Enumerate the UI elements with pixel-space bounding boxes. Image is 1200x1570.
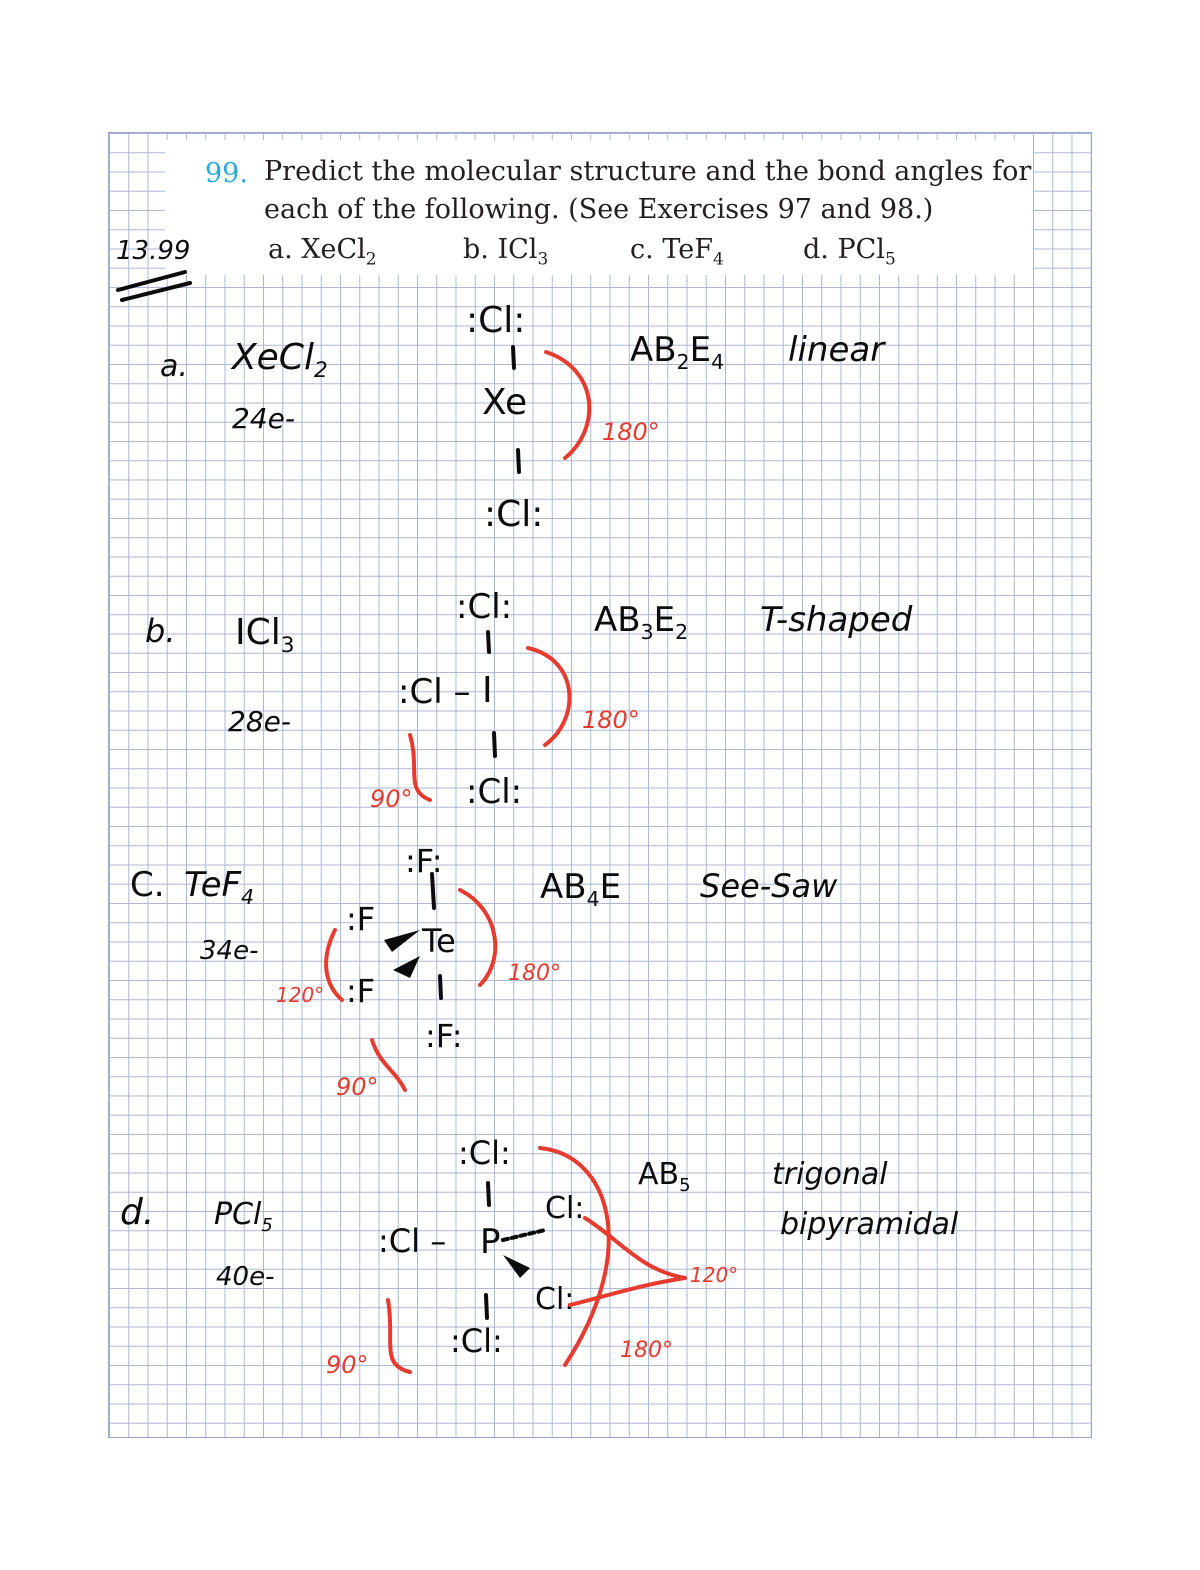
xecl2-bottom-cl: :Cl: xyxy=(484,494,544,535)
answer-c-electrons: 34e- xyxy=(200,936,259,966)
answer-c-angle-120: 120° xyxy=(276,983,325,1007)
answer-b-electrons: 28e- xyxy=(228,705,291,738)
answer-a-label: a. xyxy=(160,349,188,384)
pcl5-hashed-wedge xyxy=(503,1230,545,1240)
tef4-90-arc xyxy=(372,1040,405,1090)
tef4-120-arc xyxy=(326,930,342,1000)
pcl5-central-p: P xyxy=(480,1222,501,1262)
pcl5-120-arc-bottom xyxy=(570,1278,685,1305)
red-angle-arrows xyxy=(326,352,685,1372)
icl3-bottom-bond xyxy=(494,733,495,756)
tef4-top-f: :F: xyxy=(405,842,443,880)
pcl5-solid-wedge xyxy=(503,1255,530,1278)
black-strokes xyxy=(118,272,545,1318)
xecl2-top-bond xyxy=(513,347,514,368)
question-text-line1: Predict the molecular structure and the bond angles for xyxy=(264,156,1032,187)
icl3-top-cl: :Cl: xyxy=(456,587,513,627)
icl3-left-cl: :Cl – xyxy=(398,672,471,712)
tef4-lower-wedge xyxy=(393,956,420,978)
answer-d-angle-90: 90° xyxy=(326,1351,369,1379)
pcl5-left-cl: :Cl – xyxy=(378,1222,447,1260)
answer-d-label: d. xyxy=(120,1192,155,1233)
solid-wedges xyxy=(384,930,530,1278)
answer-a-vsepr-class: $AB_2E_4$ xyxy=(630,330,725,374)
question-part-c: c. TeF$_4$ xyxy=(630,234,724,270)
answer-d-formula: PCl$_5$ xyxy=(214,1197,273,1236)
pcl5-top-cl: :Cl: xyxy=(458,1134,511,1172)
xecl2-180-arc xyxy=(546,352,589,458)
pcl5-bottom-cl: :Cl: xyxy=(450,1322,503,1360)
pcl5-right-bottom-cl: Cl: xyxy=(535,1282,575,1317)
icl3-central-i: I xyxy=(482,670,493,711)
pcl5-top-bond xyxy=(488,1183,489,1205)
icl3-bottom-cl: :Cl: xyxy=(466,772,523,812)
question-part-d: d. PCl$_5$ xyxy=(803,234,896,270)
answer-c-label: C. xyxy=(130,865,165,905)
question-part-b: b. ICl$_3$ xyxy=(463,234,549,270)
tef4-top-bond xyxy=(432,874,434,908)
answer-a-shape: linear xyxy=(788,330,885,370)
icl3-180-arc xyxy=(528,648,569,745)
answer-c-shape: See-Saw xyxy=(700,867,838,905)
margin-note: 13.99 xyxy=(116,236,191,266)
answer-b-angle-90: 90° xyxy=(370,785,413,813)
answer-d-shape-line1: trigonal xyxy=(772,1157,888,1192)
pcl5-120-arc-top xyxy=(585,1218,685,1278)
answer-d-vsepr-class: $AB_5$ xyxy=(638,1157,691,1196)
answer-d-angle-180: 180° xyxy=(620,1338,673,1363)
answer-d-angle-120: 120° xyxy=(690,1263,739,1287)
answer-b-formula: ICl$_3$ xyxy=(235,612,295,659)
answer-a-formula: XeCl$_2$ xyxy=(232,337,328,384)
tef4-central-te: Te xyxy=(422,922,456,960)
answer-a-angle-180: 180° xyxy=(602,418,660,446)
question-part-a: a. XeCl$_2$ xyxy=(268,234,377,270)
tef4-left-bottom-f: :F xyxy=(346,972,376,1010)
icl3-top-bond xyxy=(488,632,489,652)
tef4-bottom-f: :F: xyxy=(425,1017,463,1055)
pcl5-180-arc xyxy=(540,1148,609,1365)
answer-c-angle-180: 180° xyxy=(508,961,561,986)
answer-d-shape-line2: bipyramidal xyxy=(780,1207,959,1242)
xecl2-bottom-bond xyxy=(518,450,519,472)
pcl5-bottom-bond xyxy=(486,1295,487,1318)
answer-b-vsepr-class: $AB_3E_2$ xyxy=(594,600,689,644)
answer-b-shape: T-shaped xyxy=(760,600,913,640)
question-number: 99. xyxy=(205,158,248,189)
tef4-bottom-bond xyxy=(440,976,441,998)
answer-b-label: b. xyxy=(145,612,176,650)
answer-a-electrons: 24e- xyxy=(232,402,295,435)
answer-c-angle-90: 90° xyxy=(336,1073,379,1101)
tef4-left-top-f: :F xyxy=(346,900,376,938)
answer-c-formula: TeF$_4$ xyxy=(184,865,255,909)
xecl2-top-cl: :Cl: xyxy=(466,300,526,341)
question-text-line2: each of the following. (See Exercises 97 and 98.) xyxy=(264,194,934,225)
pcl5-90-arc xyxy=(388,1300,410,1372)
pcl5-right-top-cl: Cl: xyxy=(545,1191,585,1226)
tef4-180-arc xyxy=(460,890,495,985)
answer-b-angle-180: 180° xyxy=(582,706,640,734)
xecl2-central-xe: Xe xyxy=(482,382,528,423)
tef4-upper-wedge xyxy=(384,930,420,952)
answer-d-electrons: 40e- xyxy=(216,1262,275,1292)
icl3-90-arc xyxy=(410,735,430,800)
answer-c-vsepr-class: $AB_4E$ xyxy=(540,867,622,911)
